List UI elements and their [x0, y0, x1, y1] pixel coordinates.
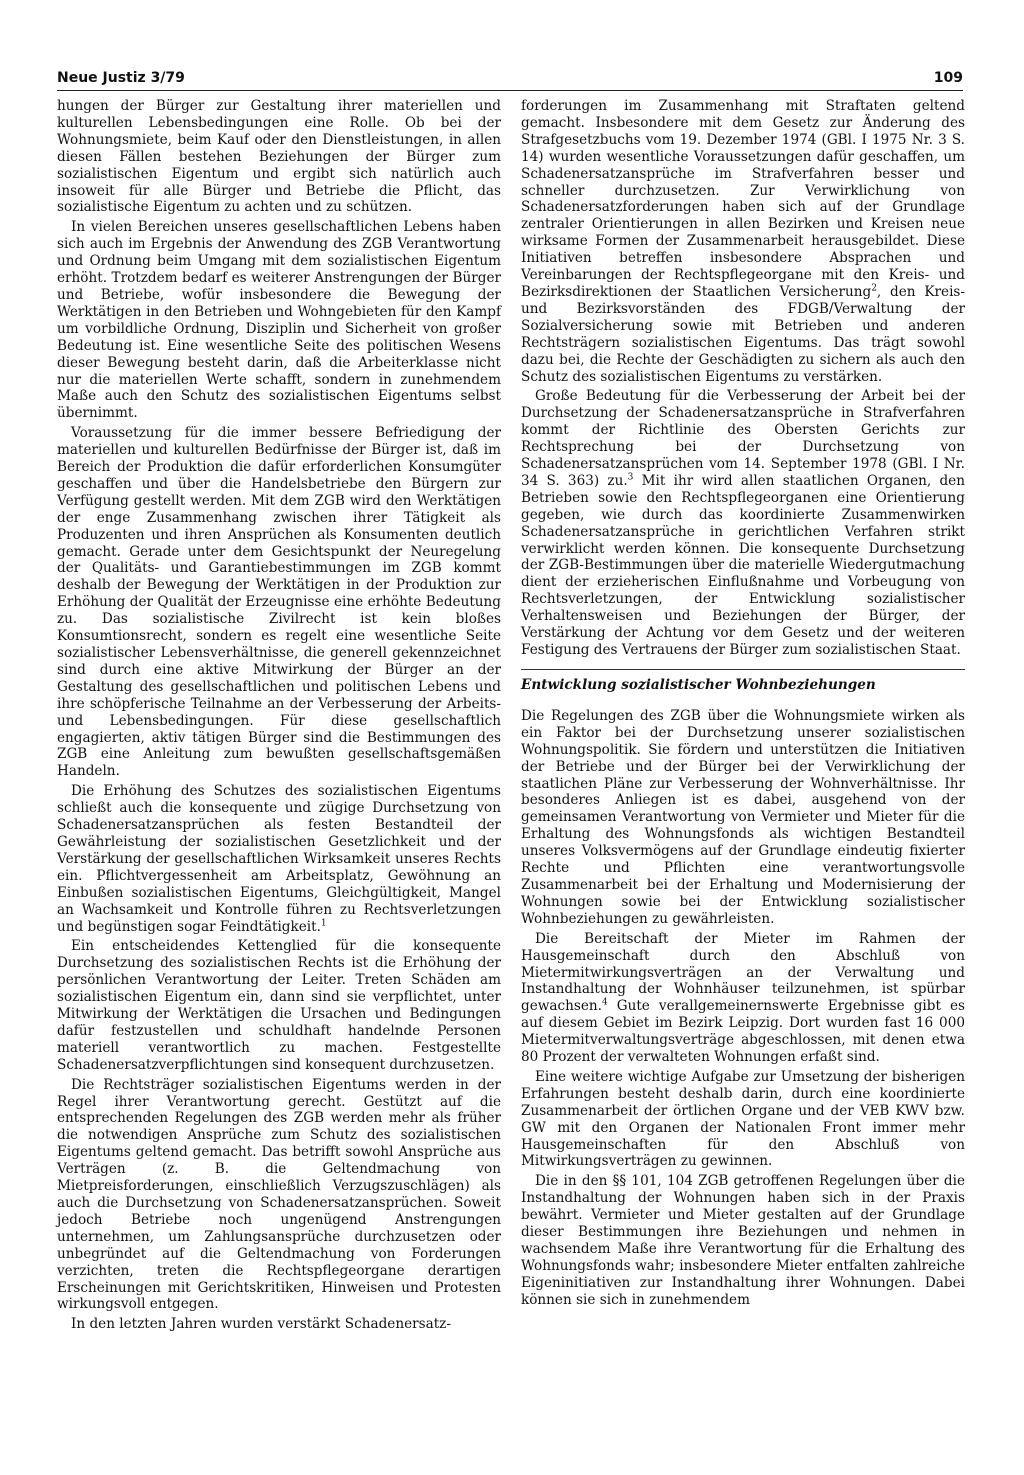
paragraph: Große Bedeutung für die Verbesserung der Arbeit bei der Durchsetzung der Schadenersatzansprüche in Strafverfahren kommt der Richtlinie des Obersten Gerichts zur Rechtsprechung bei der Durchsetzung von Schadenersatzansprüchen vom 14. September 1978 (GBl. I Nr. 34 S. 363) zu.$^3$ Mit ihr wird allen staatlichen Organen, den Betrieben sowie den Rechtspflegeorganen eine Orientierung gegeben, wie durch das koordinierte Zusammenwirken Schadenersatzansprüche in gerichtlichen Verfahren strikt verwirklicht werden können. Die konsequente Durchsetzung der ZGB-Bestimmungen über die materielle Wiedergutmachung dient der erzieherischen Einflußnahme und Vorbeugung von Rechtsverletzungen, der Entwicklung sozialistischer Verhaltensweisen und Beziehungen der Bürger, der Verstärkung der Achtung vor dem Gesetz und der weiteren Festigung des Vertrauens der Bürger zum sozialistischen Staat.: [521, 388, 965, 658]
left-column: [57, 98, 501, 1333]
section-heading: Entwicklung sozialistischer Wohnbeziehungen: [521, 676, 876, 693]
paragraph: Eine weitere wichtige Aufgabe zur Umsetzung der bisherigen Erfahrungen besteht deshalb darin, durch eine koordinierte Zusammenarbeit der örtlichen Organe und der VEB KWV bzw. GW mit den Organen der Nationalen Front immer mehr Hausgemeinschaften für den Abschluß von Mitwirkungsverträgen zu gewinnen.: [521, 1068, 965, 1170]
paragraph: Die Regelungen des ZGB über die Wohnungsmiete wirken als ein Faktor bei der Durchsetzung unserer sozialistischen Wohnungspolitik. Sie fördern und unterstützen die Initiativen der Betriebe und der Bürger bei der Verwirklichung der staatlichen Pläne zur Verbesserung der Wohnverhältnisse. Ihr besonderes Anliegen ist es dabei, ausgehend von der gemeinsamen Verantwortung von Vermieter und Mieter für die Erhaltung des Wohnungsfonds als wichtigen Bestandteil unseres Volksvermögens auf der Grundlage eindeutig fixierter Rechte und Pflichten eine verantwortungsvolle Zusammenarbeit bei der Erhaltung und Modernisierung der Wohnungen sowie bei der Entwicklung sozialistischer Wohnbeziehungen zu gewährleisten.: [521, 707, 965, 927]
paragraph: forderungen im Zusammenhang mit Straftaten geltend gemacht. Insbesondere mit dem Gesetz zur Änderung des Strafgesetzbuchs vom 19. Dezember 1974 (GBl. I 1975 Nr. 3 S. 14) wurden wesentliche Voraussetzungen dafür geschaffen, um Schadenersatzansprüche im Strafverfahren besser und schneller durchzusetzen. Zur Verwirklichung von Schadenersatzforderungen haben sich auf der Grundlage zentraler Orientierungen in allen Bezirken und Kreisen neue wirksame Formen der Zusammenarbeit herausgebildet. Diese Initiativen betreffen insbesondere Absprachen und Vereinbarungen der Rechtspflegeorgane mit den Kreis- und Bezirksdirektionen der Staatlichen Versicherung$^2$, den Kreis- und Bezirksvorständen des FDGB/Verwaltung der Sozialversicherung sowie mit Betrieben und anderen Rechtsträgern sozialistischen Eigentums. Das trägt sowohl dazu bei, die Rechte der Geschädigten zu sichern als auch den Schutz des sozialistischen Eigentums zu verstärken.: [521, 98, 965, 385]
footnote-mark: 1: [320, 917, 327, 928]
footnote-mark: 2: [871, 283, 877, 294]
right-column: [521, 98, 965, 1309]
section-divider: [521, 669, 965, 670]
paragraph: In vielen Bereichen unseres gesellschaftlichen Lebens haben sich auch im Ergebnis der Anwendung des ZGB Verantwortung und Ordnung beim Umgang mit dem sozialistischen Eigentum erhöht. Trotzdem bedarf es weiterer Anstrengungen der Bürger und Betriebe, wofür insbesondere die Bewegung der Werktätigen in den Betrieben und Wohngebieten für den Kampf um vorbildliche Ordnung, Disziplin und Sicherheit von großer Bedeutung ist. Eine wesentliche Seite des politischen Wesens dieser Bewegung besteht darin, daß die Arbeiterklasse nicht nur die materiellen Werte schafft, sondern in zunehmendem Maße auch den Schutz des sozialistischen Eigentums selbst übernimmt.: [57, 219, 501, 422]
paragraph: Ein entscheidendes Kettenglied für die konsequente Durchsetzung des sozialistischen Rechts ist die Erhöhung der persönlichen Verantwortung der Leiter. Treten Schäden am sozialistischen Eigentum ein, dann sind sie verpflichtet, unter Mitwirkung der Werktätigen die Ursachen und Bedingungen dafür festzustellen und schuldhaft handelnde Personen materiell verantwortlich zu machen. Festgestellte Schadenersatzverpflichtungen sind konsequent durchzusetzen.: [57, 938, 501, 1073]
footnote-mark: 4: [601, 997, 608, 1008]
paragraph: In den letzten Jahren wurden verstärkt Schadenersatz-: [71, 1316, 451, 1333]
page-number: 109: [933, 70, 963, 86]
paragraph: Die Rechtsträger sozialistischen Eigentums werden in der Regel ihrer Verantwortung gerecht. Gestützt auf die entsprechenden Regelungen des ZGB werden mehr als früher die notwendigen Ansprüche zum Schutz des sozialistischen Eigentums geltend gemacht. Das betrifft sowohl Ansprüche aus Verträgen (z. B. die Geltendmachung von Mietpreisforderungen, einschließlich Verzugszuschlägen) als auch die Durchsetzung von Schadenersatzansprüchen. Soweit jedoch Betriebe noch ungenügend Anstrengungen unternehmen, um Zahlungsansprüche durchzusetzen oder unbegründet auf die Geltendmachung von Forderungen verzichten, treten die Rechtspflegeorgane derartigen Erscheinungen mit Gerichtskritiken, Hinweisen und Protesten wirkungsvoll entgegen.: [57, 1076, 501, 1313]
paragraph: Die Bereitschaft der Mieter im Rahmen der Hausgemeinschaft durch den Abschluß von Mietermitwirkungsverträgen an der Verwaltung und Instandhaltung der Wohnhäuser teilzunehmen, ist spürbar gewachsen.$^4$ Gute verallgemeinernswerte Ergebnisse gibt es auf diesem Gebiet im Bezirk Leipzig. Dort wurden fast 16 000 Mietermitverwaltungsverträge abgeschlossen, mit denen etwa 80 Prozent der verwalteten Wohnungen erfaßt sind.: [521, 930, 965, 1066]
paragraph: Die in den §§ 101, 104 ZGB getroffenen Regelungen über die Instandhaltung der Wohnungen haben sich in der Praxis bewährt. Vermieter und Mieter gestalten auf der Grundlage dieser Bestimmungen ihre Beziehungen und nehmen in wachsendem Maße ihre Verantwortung für die Erhaltung des Wohnungsfonds wahr; insbesondere Mieter entfalten zahlreiche Eigeninitiativen zur Instandhaltung ihrer Wohnungen. Dabei können sie sich in zunehmendem: [521, 1173, 965, 1308]
running-header: [57, 70, 963, 92]
paragraph: Voraussetzung für die immer bessere Befriedigung der materiellen und kulturellen Bedürfnisse der Bürger ist, daß im Bereich der Produktion die dafür erforderlichen Konsumgüter geschaffen und über die Handelsbetriebe den Bürgern zur Verfügung gestellt werden. Mit dem ZGB wird den Werktätigen der enge Zusammenhang zwischen ihrer Tätigkeit als Produzenten und ihren Ansprüchen als Konsumenten deutlich gemacht. Gerade unter dem Gesichtspunkt der Neuregelung der Qualitäts- und Garantiebestimmungen im ZGB kommt deshalb der Bewegung der Werktätigen in der Produktion zur Erhöhung der Qualität der Erzeugnisse eine erhöhte Bedeutung zu. Das sozialistische Zivilrecht ist kein bloßes Konsumtionsrecht, sondern es regelt eine wesentliche Seite sozialistischer Lebensverhältnisse, die generell gekennzeichnet sind durch eine aktive Mitwirkung der Bürger an der Gestaltung des gesellschaftlichen und politischen Lebens und ihre schöpferische Teilnahme an der Verbesserung der Arbeits- und Lebensbedingungen. Für diese gesellschaftlich engagierten, aktiv tätigen Bürger sind die Bestimmungen des ZGB eine Anleitung zum bewußten gesellschaftsgemäßen Handeln.: [57, 425, 501, 780]
paragraph: Die Erhöhung des Schutzes des sozialistischen Eigentums schließt auch die konsequente und zügige Durchsetzung von Schadenersatzansprüchen als festen Bestandteil der Gewährleistung der sozialistischen Gesetzlichkeit und der Verstärkung der gesellschaftlichen Wirksamkeit unseres Rechts ein. Pflichtvergessenheit am Arbeitsplatz, Gewöhnung an Einbußen sozialistischen Eigentums, Gleichgültigkeit, Mangel an Wachsamkeit und Kontrolle führen zu Rechtsverletzungen und begünstigen sogar Feindtätigkeit.$^1$: [57, 783, 501, 935]
journal-title: Neue Justiz 3/79: [57, 70, 185, 86]
paragraph: hungen der Bürger zur Gestaltung ihrer materiellen und kulturellen Lebensbedingungen eine Rolle. Ob bei der Wohnungsmiete, beim Kauf oder den Dienstleistungen, in allen diesen Fällen bestehen Beziehungen der Bürger zum sozialistischen Eigentum und ergibt sich natürlich auch insoweit für alle Bürger und Betriebe die Pflicht, das sozialistische Eigentum zu achten und zu schützen.: [57, 98, 501, 216]
header-rule: [57, 90, 963, 91]
footnote-mark: 3: [627, 472, 634, 483]
